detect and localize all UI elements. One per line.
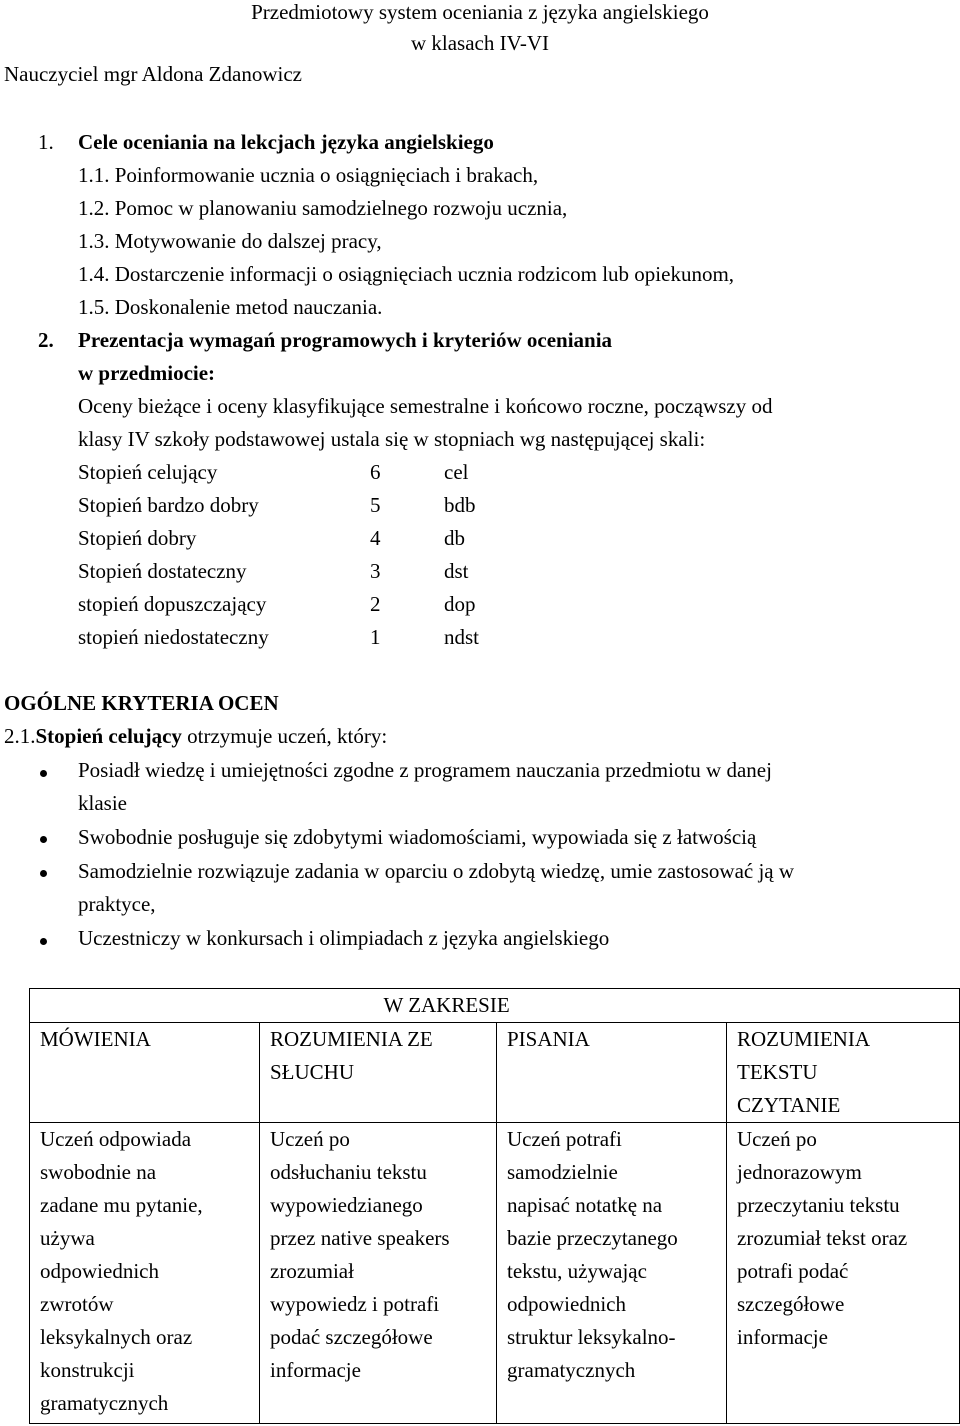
table-super-header: W ZAKRESIE: [260, 989, 960, 1023]
table-header-line: ROZUMIENIA ZE: [270, 1027, 433, 1051]
table-cell-line: szczegółowe: [737, 1292, 845, 1316]
table-cell-line: przeczytaniu tekstu: [737, 1193, 900, 1217]
table-cell-line: tekstu, używając: [507, 1259, 647, 1283]
table-row: [30, 1123, 960, 1424]
table-cell-listening: [260, 1123, 497, 1424]
section2-number: 2.: [38, 328, 54, 352]
table-cell-line: zadane mu pytanie,: [40, 1193, 203, 1217]
table-cell-line: Uczeń potrafi: [507, 1127, 622, 1151]
section1-number: 1.: [38, 130, 54, 154]
table-cell-line: odpowiednich: [507, 1292, 626, 1316]
table-cell-line: odsłuchaniu tekstu: [270, 1160, 427, 1184]
scale-abbr: cel: [444, 460, 469, 484]
scale-value: 5: [370, 493, 381, 517]
scale-abbr: dst: [444, 559, 469, 583]
table-cell-reading: [727, 1123, 960, 1424]
criteria-heading: OGÓLNE KRYTERIA OCEN: [4, 691, 279, 715]
table-cell: [30, 989, 260, 1023]
table-cell-line: samodzielnie: [507, 1160, 618, 1184]
table-cell-line: struktur leksykalno-: [507, 1325, 676, 1349]
table-cell-line: odpowiednich: [40, 1259, 159, 1283]
scale-name: Stopień dobry: [78, 526, 197, 550]
table-cell-line: informacje: [737, 1325, 828, 1349]
table-cell-line: Uczeń odpowiada: [40, 1127, 192, 1151]
table-cell-line: zrozumiał tekst oraz: [737, 1226, 908, 1250]
table-header-line: SŁUCHU: [270, 1060, 355, 1084]
table-cell-line: konstrukcji: [40, 1358, 135, 1382]
criteria-sub-grade: Stopień celujący: [35, 724, 182, 748]
criteria-sub-number: 2.1.: [4, 724, 36, 748]
document-title: Przedmiotowy system oceniania z języka angielskiego: [251, 0, 709, 24]
scale-value: 6: [370, 460, 381, 484]
teacher-name: Nauczyciel mgr Aldona Zdanowicz: [4, 62, 302, 86]
scale-name: Stopień dostateczny: [78, 559, 247, 583]
table-cell-line: Uczeń po: [270, 1127, 350, 1151]
scale-name: Stopień celujący: [78, 460, 218, 484]
criteria-sub-text: otrzymuje uczeń, który:: [181, 724, 388, 748]
bullet-icon: [40, 770, 47, 777]
scale-abbr: bdb: [444, 493, 476, 517]
scale-name: Stopień bardzo dobry: [78, 493, 259, 517]
criteria-bullet: Uczestniczy w konkursach i olimpiadach z języka angielskiego: [78, 926, 610, 950]
table-header-reading: [727, 1023, 960, 1123]
table-header-writing: [497, 1023, 727, 1123]
table-header-line: MÓWIENIA: [40, 1027, 151, 1051]
table-cell-line: wypowiedz i potrafi: [270, 1292, 440, 1316]
section1-heading: Cele oceniania na lekcjach języka angielskiego: [78, 130, 494, 154]
table-header-line: ROZUMIENIA: [737, 1027, 870, 1051]
bullet-icon: [40, 938, 47, 945]
table-header-line: TEKSTU: [737, 1060, 818, 1084]
section1-item: 1.5. Doskonalenie metod nauczania.: [78, 295, 383, 319]
criteria-bullet-cont: klasie: [78, 791, 127, 815]
section1-item: 1.4. Dostarczenie informacji o osiągnięciach ucznia rodzicom lub opiekunom,: [78, 262, 735, 286]
table-header-line: PISANIA: [507, 1027, 590, 1051]
table-header-row: [30, 1023, 960, 1123]
table-cell-line: swobodnie na: [40, 1160, 157, 1184]
table-cell-line: podać szczegółowe: [270, 1325, 433, 1349]
scale-value: 2: [370, 592, 381, 616]
table-cell-line: gramatycznych: [507, 1358, 636, 1382]
bullet-icon: [40, 870, 47, 877]
table-cell-line: napisać notatkę na: [507, 1193, 663, 1217]
table-header-listening: [260, 1023, 497, 1123]
scale-value: 4: [370, 526, 381, 550]
table-cell-speaking: [30, 1123, 260, 1424]
table-super-header-row: [30, 989, 960, 1023]
table-cell-line: przez native speakers: [270, 1226, 450, 1250]
scale-abbr: ndst: [444, 625, 480, 649]
table-cell-line: jednorazowym: [737, 1160, 862, 1184]
table-header-line: CZYTANIE: [737, 1093, 841, 1117]
scale-name: stopień dopuszczający: [78, 592, 267, 616]
document-subtitle: w klasach IV-VI: [410, 31, 550, 55]
table-cell-writing: [497, 1123, 727, 1424]
scale-name: stopień niedostateczny: [78, 625, 269, 649]
criteria-bullet: Swobodnie posługuje się zdobytymi wiadomościami, wypowiada się z łatwością: [78, 825, 757, 849]
table-cell-line: informacje: [270, 1358, 361, 1382]
section1-item: 1.2. Pomoc w planowaniu samodzielnego rozwoju ucznia,: [78, 196, 568, 220]
section2-intro: Oceny bieżące i oceny klasyfikujące semestralne i końcowo roczne, począwszy od: [78, 394, 773, 418]
table-cell-line: leksykalnych oraz: [40, 1325, 193, 1349]
section2-intro-cont: klasy IV szkoły podstawowej ustala się w stopniach wg następującej skali:: [78, 427, 706, 451]
scale-abbr: dop: [444, 592, 476, 616]
table-cell-line: gramatycznych: [40, 1391, 169, 1415]
table-cell-line: potrafi podać: [737, 1259, 849, 1283]
section1-item: 1.1. Poinformowanie ucznia o osiągnięciach i brakach,: [78, 163, 539, 187]
bullet-icon: [40, 836, 47, 843]
scale-value: 1: [370, 625, 381, 649]
table-cell-line: bazie przeczytanego: [507, 1226, 678, 1250]
section2-heading-cont: w przedmiocie:: [78, 361, 216, 385]
table-cell-line: używa: [40, 1226, 95, 1250]
scale-value: 3: [370, 559, 381, 583]
section1-item: 1.3. Motywowanie do dalszej pracy,: [78, 229, 382, 253]
table-cell-line: zrozumiał: [270, 1259, 354, 1283]
skills-table: [29, 988, 960, 1424]
table-cell-line: Uczeń po: [737, 1127, 817, 1151]
criteria-bullet: Posiadł wiedzę i umiejętności zgodne z programem nauczania przedmiotu w danej: [78, 758, 772, 782]
table-header-speaking: [30, 1023, 260, 1123]
criteria-bullet-cont: praktyce,: [78, 892, 156, 916]
scale-abbr: db: [444, 526, 465, 550]
table-cell-line: wypowiedzianego: [270, 1193, 423, 1217]
criteria-bullet: Samodzielnie rozwiązuje zadania w oparciu o zdobytą wiedzę, umie zastosować ją w: [78, 859, 795, 883]
section2-heading: Prezentacja wymagań programowych i kryteriów oceniania: [78, 328, 613, 352]
criteria-subheading: [4, 720, 387, 753]
table-cell-line: zwrotów: [40, 1292, 114, 1316]
